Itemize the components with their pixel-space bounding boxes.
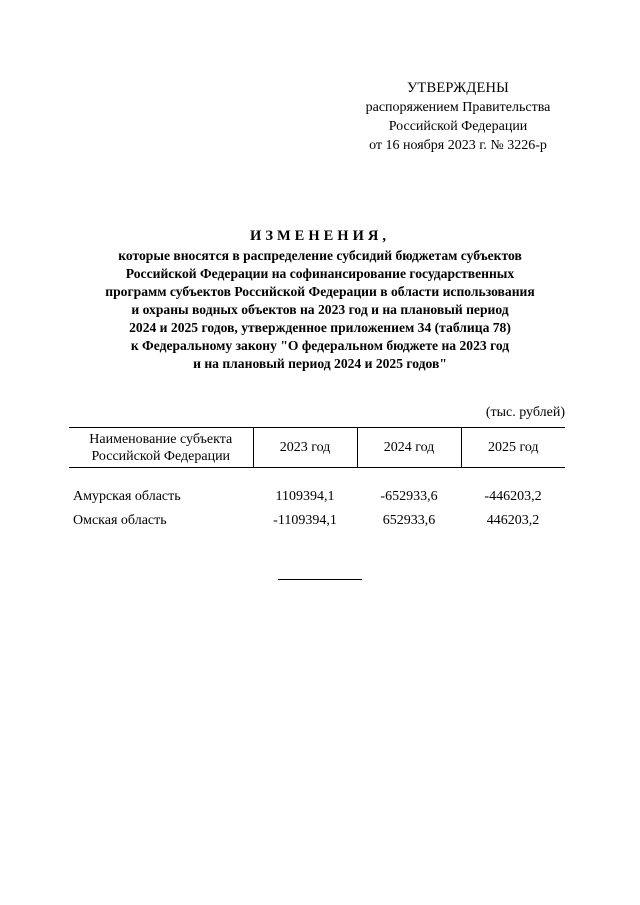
row-subject-name: Омская область	[73, 512, 167, 528]
document-subtitle	[64, 247, 576, 373]
subtitle-line: к Федеральному закону "О федеральном бюджете на 2023 год	[130, 338, 510, 353]
table-header-row	[69, 428, 565, 468]
table-row	[69, 484, 565, 508]
subtitle-line: и охраны водных объектов на 2023 год и на плановый период	[131, 302, 509, 317]
header-2023: 2023 год	[253, 428, 357, 468]
approval-line-1: распоряжением Правительства	[365, 100, 551, 115]
subsidy-table	[69, 427, 565, 532]
row-value-2023: 1109394,1	[275, 488, 335, 504]
document-title: ИЗМЕНЕНИЯ,	[250, 228, 390, 244]
approval-block	[340, 79, 576, 155]
subtitle-line: и на плановый период 2024 и 2025 годов"	[193, 356, 447, 371]
row-value-2024: -652933,6	[380, 488, 438, 504]
header-subject-line-2: Российской Федерации	[91, 448, 231, 464]
row-value-2025: -446203,2	[484, 488, 542, 504]
table-row	[69, 508, 565, 532]
header-2024: 2024 год	[357, 428, 461, 468]
approval-date-number: от 16 ноября 2023 г. № 3226-р	[369, 138, 547, 153]
end-separator-line	[278, 579, 362, 580]
header-2025: 2025 год	[461, 428, 565, 468]
row-value-2023: -1109394,1	[273, 512, 337, 528]
subtitle-line: Российской Федерации на софинансирование государственных	[125, 266, 515, 281]
subtitle-line: 2024 и 2025 годов, утвержденное приложением 34 (таблица 78)	[129, 320, 511, 335]
approval-title: УТВЕРЖДЕНЫ	[406, 80, 510, 96]
subtitle-line: которые вносятся в распределение субсидий бюджетам субъектов	[118, 248, 522, 263]
header-subject-name	[69, 428, 253, 468]
document-heading	[64, 226, 576, 373]
header-subject-line-1: Наименование субъекта	[89, 431, 233, 447]
subtitle-line: программ субъектов Российской Федерации в области использования	[105, 284, 535, 299]
units-label: (тыс. рублей)	[485, 405, 565, 420]
table-spacer	[69, 468, 565, 485]
row-subject-name: Амурская область	[73, 488, 181, 504]
row-value-2024: 652933,6	[382, 512, 436, 528]
row-value-2025: 446203,2	[486, 512, 540, 528]
approval-line-2: Российской Федерации	[388, 119, 528, 134]
